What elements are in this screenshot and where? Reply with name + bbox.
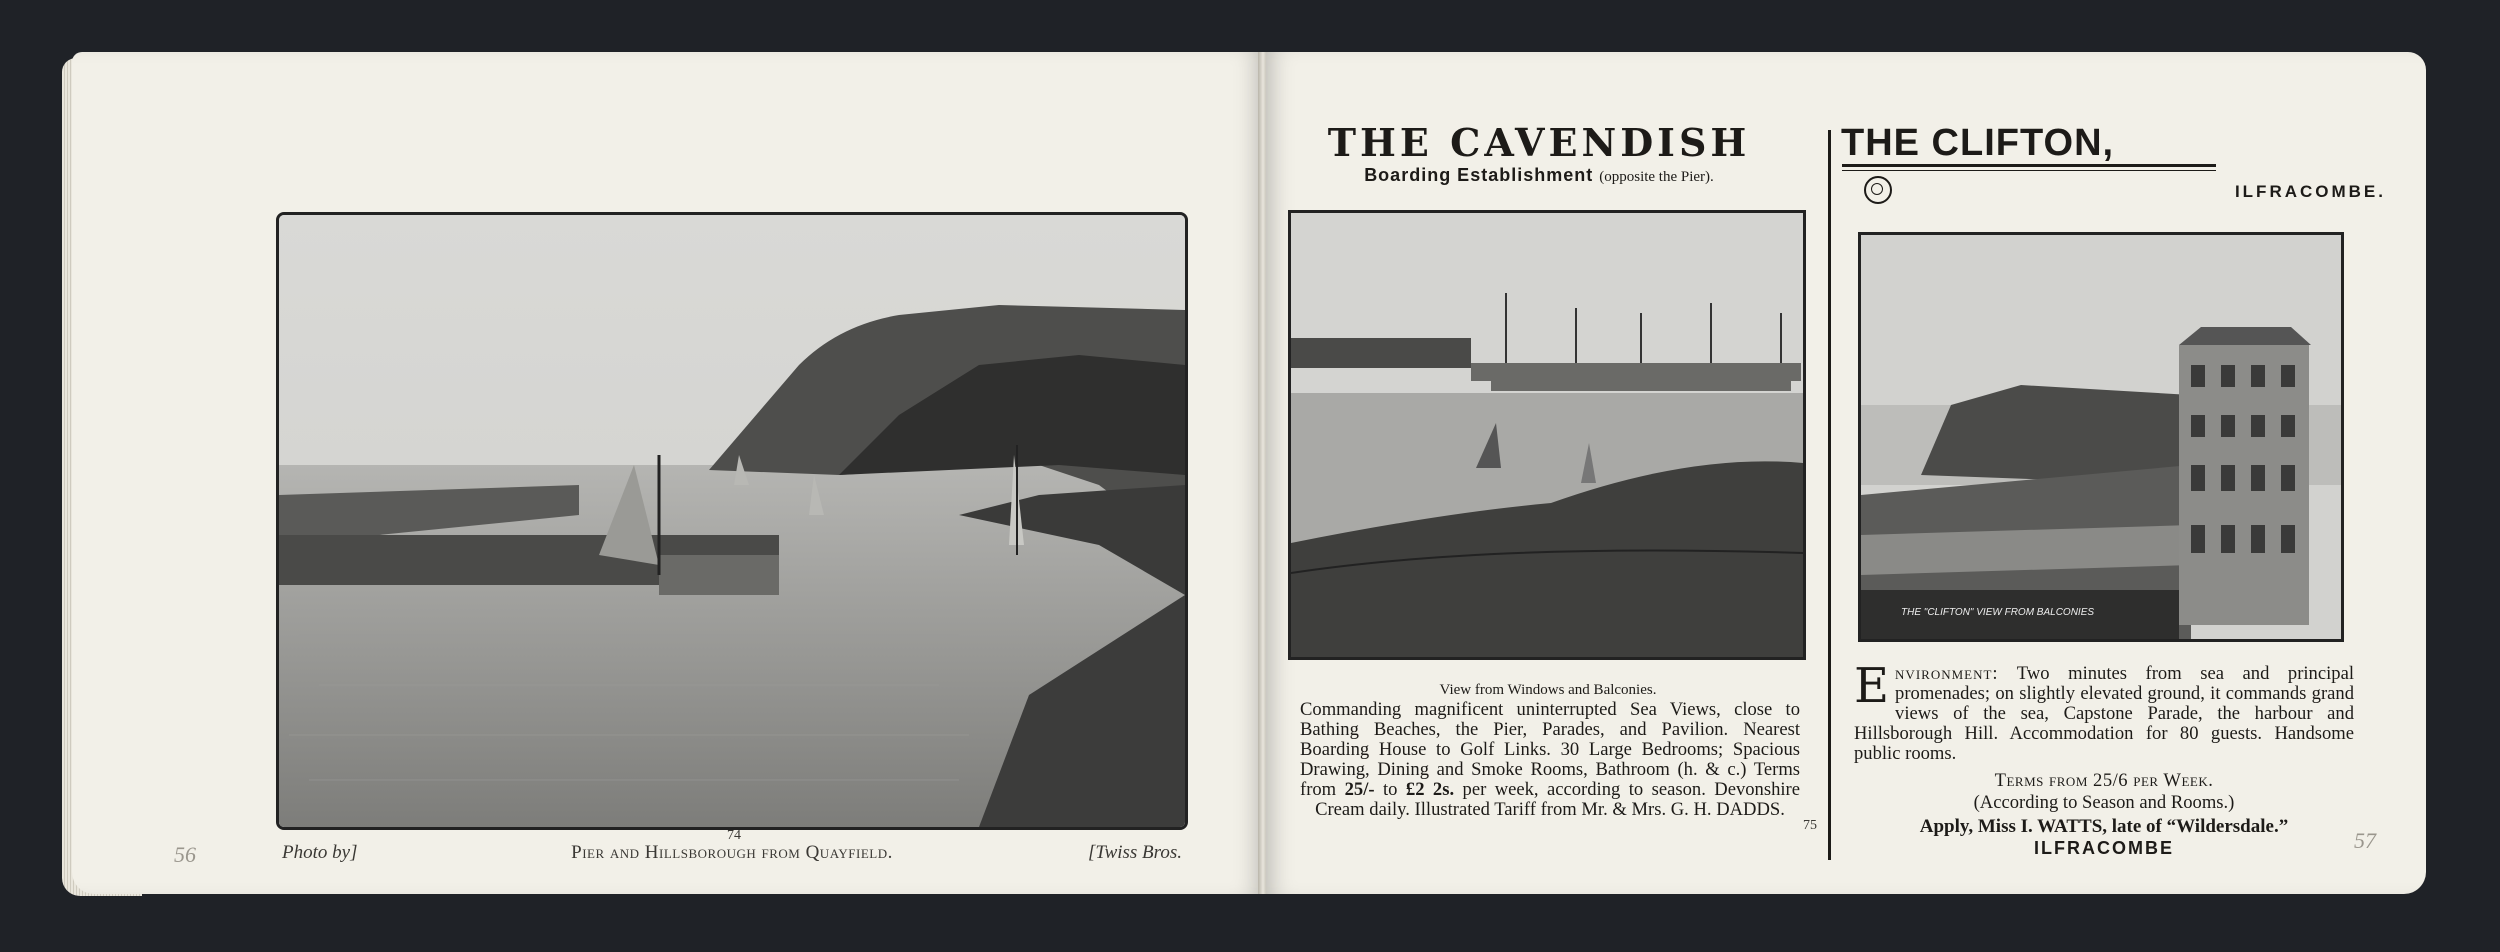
cavendish-photo-caption: View from Windows and Balconies. (1439, 682, 1657, 698)
pencil-mark-left: 56 (174, 842, 196, 867)
clifton-rule-thin (1842, 170, 2216, 171)
left-page (72, 52, 1262, 894)
page-number-left: 74 (727, 828, 741, 843)
clifton-rule (1842, 164, 2216, 167)
photo-credit-prefix: Photo by] (282, 842, 358, 863)
cavendish-subtitle-main: Boarding Establishment (1364, 165, 1594, 185)
cavendish-description (1300, 700, 1800, 820)
cavendish-terms-1: Terms from (1300, 759, 1801, 800)
clifton-town: ILFRACOMBE. (2234, 182, 2386, 201)
clifton-terms-note: (According to Season and Rooms.) (1973, 792, 2235, 813)
cavendish-photo (1288, 210, 1806, 660)
pencil-mark-right: 57 (2354, 828, 2376, 853)
clifton-dropcap: E (1854, 658, 1890, 714)
clifton-title: THE CLIFTON, (1841, 122, 2115, 164)
photo-title: Pier and Hillsborough from Quayfield. (571, 842, 893, 863)
clifton-env-text: Two minutes from sea and principal promenades; on slightly elevated ground, it commands grand views of the sea, Capstone Parade, the harbour and Hillsborough Hill. Accommodation for 80 guests. Handsome public rooms. (1854, 663, 2354, 764)
cavendish-body: Commanding magnificent uninterrupted Sea Views, close to Bathing Beaches, the Pier, Parades, and Pavilion. Nearest Boarding House to Golf Links. 30 Large Bedrooms; Spacious Drawing, Dining and Smoke Rooms, Bathroom (h. & c.) (1300, 699, 1800, 780)
cavendish-subtitle-paren: (opposite the Pier). (1599, 169, 1714, 185)
cavendish-terms-3: per week, according to season. Devonshire Cream daily. Illustrated Tariff from Mr. & Mrs. G. H. DADDS. (1315, 779, 1800, 820)
cavendish-title: THE CAVENDISH (1327, 120, 1751, 165)
clifton-terms: Terms from 25/6 per Week. (1994, 770, 2214, 791)
cavendish-price-2: £2 2s. (1405, 779, 1455, 800)
clifton-town-footer: ILFRACOMBE (2034, 838, 2174, 858)
photo-credit: [Twiss Bros. (1088, 842, 1182, 863)
clifton-environment (1854, 658, 2354, 764)
clifton-emblem-icon (1864, 176, 1892, 204)
clifton-env-heading: nvironment: (1895, 663, 1999, 684)
clifton-photo (1858, 232, 2344, 642)
cavendish-terms-2: to (1382, 779, 1398, 800)
harbour-photo (276, 212, 1188, 830)
right-page (1266, 52, 2426, 894)
photo-caption (282, 842, 1182, 866)
column-divider (1828, 130, 1831, 860)
clifton-apply: Apply, Miss I. WATTS, late of “Wildersdale.” (1919, 816, 2289, 837)
page-number-right: 75 (1803, 818, 1817, 833)
cavendish-price-1: 25/- (1344, 779, 1375, 800)
cavendish-subtitle (1304, 165, 1774, 186)
clifton-photo-inscription: THE "CLIFTON" VIEW FROM BALCONIES (1901, 607, 2095, 618)
